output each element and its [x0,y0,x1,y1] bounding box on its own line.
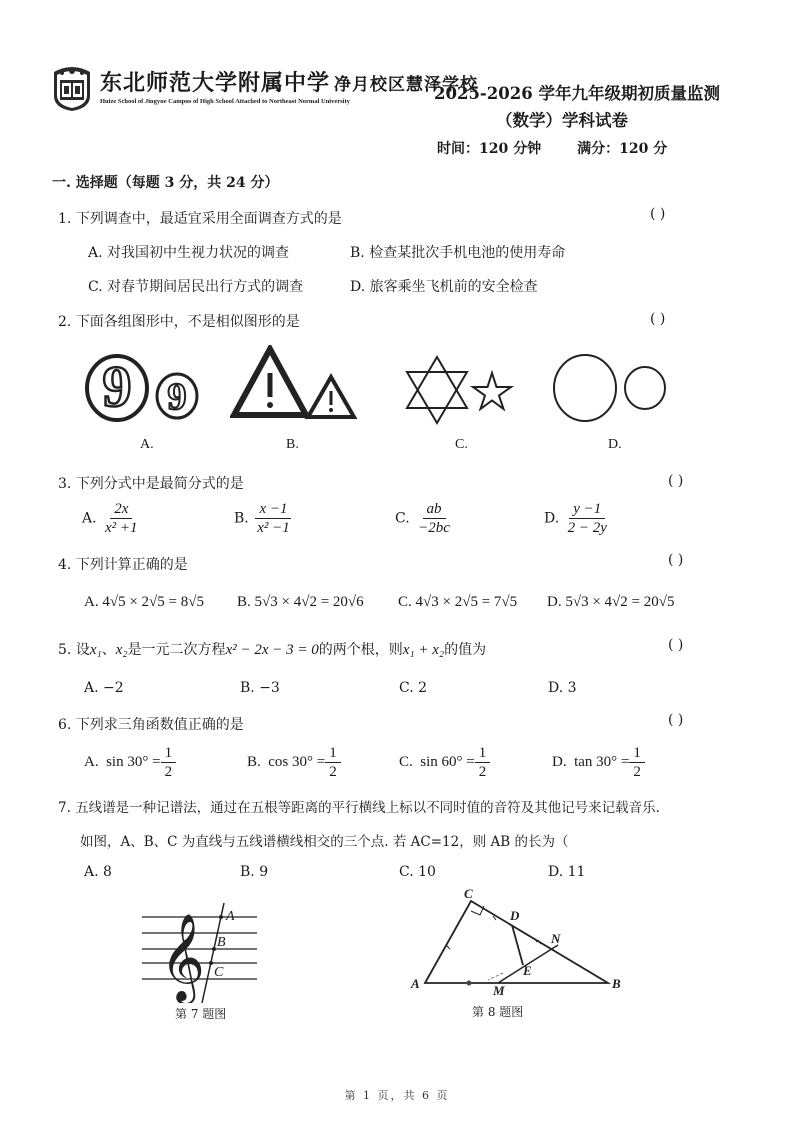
option-label: B. [240,864,255,880]
option-label: B. [234,510,249,527]
question-4-stem [58,554,188,574]
math-sum: x₁ + x₂ [402,642,445,658]
option-label: D. [548,864,564,880]
denominator: x² −1 [257,520,290,536]
question-number: 2. [58,314,72,330]
question-number: 4. [58,557,72,573]
trig-expr: sin 30° = [106,753,161,770]
full-score: 满分：120 分 [577,141,668,157]
point-a-label: A [411,976,420,991]
fraction [253,500,294,537]
option-text: 对我国初中生视力状况的调查 [107,245,290,261]
option-text: 5√3 × 4√2 = 20√5 [565,594,675,610]
q4-option-c[interactable] [398,594,517,611]
numerator: 1 [475,744,491,763]
math-x1: x₁ [89,642,102,658]
denominator: x² +1 [105,520,138,536]
question-7-stem-line1 [58,796,660,816]
page-footer: 第 1 页，共 6 页 [344,1089,450,1102]
fraction [161,744,177,781]
question-text: 下列调查中，最适宜采用全面调查方式的是 [75,211,342,227]
exam-title: 2025-2026 学年九年级期初质量监测 [434,84,720,103]
question-text: 的值为 [444,642,487,658]
question-6-stem [58,714,244,734]
trig-expr: sin 60° = [420,753,475,770]
fraction [629,744,645,781]
q3-option-d[interactable] [544,500,611,537]
answer-blank-4[interactable]: ( ) [668,552,684,568]
section-title: 一. 选择题（每题 3 分，共 24 分） [52,175,279,191]
figure-7 [142,895,267,1007]
q7-option-b[interactable] [240,864,268,880]
numerator: 1 [161,744,177,763]
answer-blank-6[interactable]: ( ) [668,712,684,728]
q7-option-d[interactable] [548,864,585,880]
nine-in-oval-icon [84,350,209,425]
answer-blank-3[interactable]: ( ) [668,473,684,489]
q5-option-c[interactable] [399,680,427,696]
point-a-label: A [226,909,235,924]
q2-figure-b[interactable] [230,345,358,424]
school-crest-icon [48,62,96,112]
question-number: 1. [58,211,72,227]
question-text: 、 [101,642,116,658]
time-limit: 时间：120 分钟 [437,141,542,157]
q3-option-a[interactable] [82,500,142,537]
question-7-stem-line2: 如图，A、B、C 为直线与五线谱横线相交的三个点. 若 AC=12，则 AB 的长为（ [80,834,569,850]
q6-option-d[interactable] [552,744,645,781]
answer-blank-5[interactable]: ( ) [668,637,684,653]
denominator: 2 − 2y [567,520,607,536]
school-name-cn [100,66,478,97]
q2-figure-c[interactable] [405,355,515,429]
point-m-label: M [493,983,505,995]
fraction [414,500,454,537]
subject-title: （数学）学科试卷 [496,111,628,130]
option-text: 5√3 × 4√2 = 20√6 [254,594,364,610]
q3-option-c[interactable] [395,500,454,537]
q2-label-c: C. [455,437,468,452]
option-label: B. [240,680,255,696]
point-c-label: C [464,886,473,901]
treble-clef-icon: 𝄞 [160,912,205,1001]
trig-expr: cos 30° = [268,753,326,770]
option-text: 11 [567,864,586,880]
figure-8-caption: 第 8 题图 [472,1005,524,1019]
q1-option-d[interactable] [350,276,538,296]
svg-text:9: 9 [102,354,132,419]
option-label: C. [398,594,412,610]
numerator: ab [423,500,446,519]
numerator: 1 [629,744,645,763]
question-number: 5. [58,642,72,658]
question-text: 下面各组图形中，不是相似图形的是 [75,314,300,330]
circles-icon [552,350,672,425]
q6-option-a[interactable] [84,744,176,781]
option-text: 4√5 × 2√5 = 8√5 [102,594,204,610]
answer-blank-1[interactable]: ( ) [650,206,666,222]
svg-text:9: 9 [167,376,187,418]
q2-label-d: D. [608,437,622,452]
q6-option-c[interactable] [399,744,490,781]
q4-option-d[interactable] [547,594,674,611]
option-text: 检查某批次手机电池的使用寿命 [369,245,566,261]
question-3-stem [58,473,244,493]
option-label: A. [84,680,99,696]
question-number: 3. [58,476,72,492]
option-label: A. [84,594,99,610]
fraction [564,500,611,537]
q2-label-a: A. [140,437,154,452]
figure-7-caption: 第 7 题图 [175,1007,227,1021]
option-label: C. [399,680,414,696]
q5-option-d[interactable] [548,680,577,696]
q1-option-a[interactable] [88,242,289,262]
option-label: C. [399,864,414,880]
option-label: D. [350,279,366,295]
option-text: −2 [103,680,124,696]
stars-icon [405,355,515,425]
point-c-label: C [214,965,224,980]
option-label: B. [237,594,251,610]
q4-option-a[interactable] [84,594,204,611]
option-label: A. [84,864,99,880]
numerator: 2x [110,500,132,519]
question-text: 下列求三角函数值正确的是 [75,717,244,733]
option-label: B. [350,245,365,261]
option-text: 10 [418,864,436,880]
q7-option-a[interactable] [84,864,112,880]
question-text: 的两个根，则 [318,642,403,658]
q2-figure-d[interactable] [552,350,672,429]
option-text: 2 [418,680,428,696]
question-number: 6. [58,717,72,733]
q1-option-c[interactable] [88,276,303,296]
option-label: D. [547,594,562,610]
denominator: 2 [633,764,641,780]
option-text: 4√3 × 2√5 = 7√5 [415,594,518,610]
numerator: 1 [325,744,341,763]
question-text: 下列计算正确的是 [75,557,188,573]
school-logo [48,62,96,112]
option-text: 旅客乘坐飞机前的安全检查 [369,279,538,295]
option-label: C. [399,753,413,770]
fraction [101,500,142,537]
option-text: 9 [259,864,269,880]
option-text: 对春节期间居民出行方式的调查 [107,279,304,295]
campus-name: 净月校区慧泽学校 [334,75,479,95]
denominator: 2 [478,764,487,780]
question-text: 下列分式中是最简分式的是 [75,476,244,492]
point-b-label: B [612,976,621,991]
question-text: 设 [75,642,90,658]
denominator: −2bc [418,520,450,536]
trig-expr: tan 30° = [574,753,630,770]
fraction [325,744,341,781]
exam-meta [437,138,667,158]
school-name: 东北师范大学附属中学 [100,70,331,96]
point-d-label: D [510,908,520,923]
option-label: A. [88,245,103,261]
denominator: 2 [164,764,173,780]
q2-figure-a[interactable] [84,350,209,429]
option-label: D. [552,753,567,770]
school-name-en: Huize School of Jingyue Campus of High School Attached to Northeast Normal University [100,98,350,105]
option-label: C. [88,279,103,295]
point-e-label: E [523,963,532,978]
music-staff-icon [142,895,267,1003]
question-text: 五线谱是一种记谱法，通过在五根等距离的平行横线上标以不同时值的音符及其他记号来记载音乐. [75,800,660,816]
q6-option-b[interactable] [247,744,341,781]
question-2-stem [58,311,300,331]
answer-blank-2[interactable]: ( ) [650,311,666,327]
option-text: 8 [103,864,112,880]
q5-option-b[interactable] [240,680,280,696]
option-label: D. [548,680,564,696]
question-text: 是一元二次方程 [127,642,226,658]
question-number: 7. [58,800,71,816]
q1-option-b[interactable] [350,242,565,262]
triangle-diagram-icon [408,885,628,995]
denominator: 2 [329,764,337,780]
q4-option-b[interactable] [237,594,364,611]
option-label: B. [247,753,261,770]
q3-option-b[interactable] [234,500,294,537]
figure-8 [408,885,628,999]
fraction [475,744,491,781]
option-label: A. [84,753,99,770]
q7-option-c[interactable] [399,864,436,880]
option-text: 3 [567,680,577,696]
warning-triangle-icon [230,345,358,420]
option-label: D. [544,510,560,527]
point-n-label: N [551,931,561,946]
option-label: C. [395,510,410,527]
math-x2: x₂ [115,642,128,658]
question-1-stem [58,208,342,228]
option-text: −3 [259,680,280,696]
point-b-label: B [217,935,226,950]
q2-label-b: B. [286,437,299,452]
q5-option-a[interactable] [84,680,124,696]
numerator: y −1 [569,500,605,519]
math-equation: x² − 2x − 3 = 0 [225,642,319,658]
question-5-stem [58,639,486,659]
numerator: x −1 [255,500,291,519]
option-label: A. [82,510,97,527]
